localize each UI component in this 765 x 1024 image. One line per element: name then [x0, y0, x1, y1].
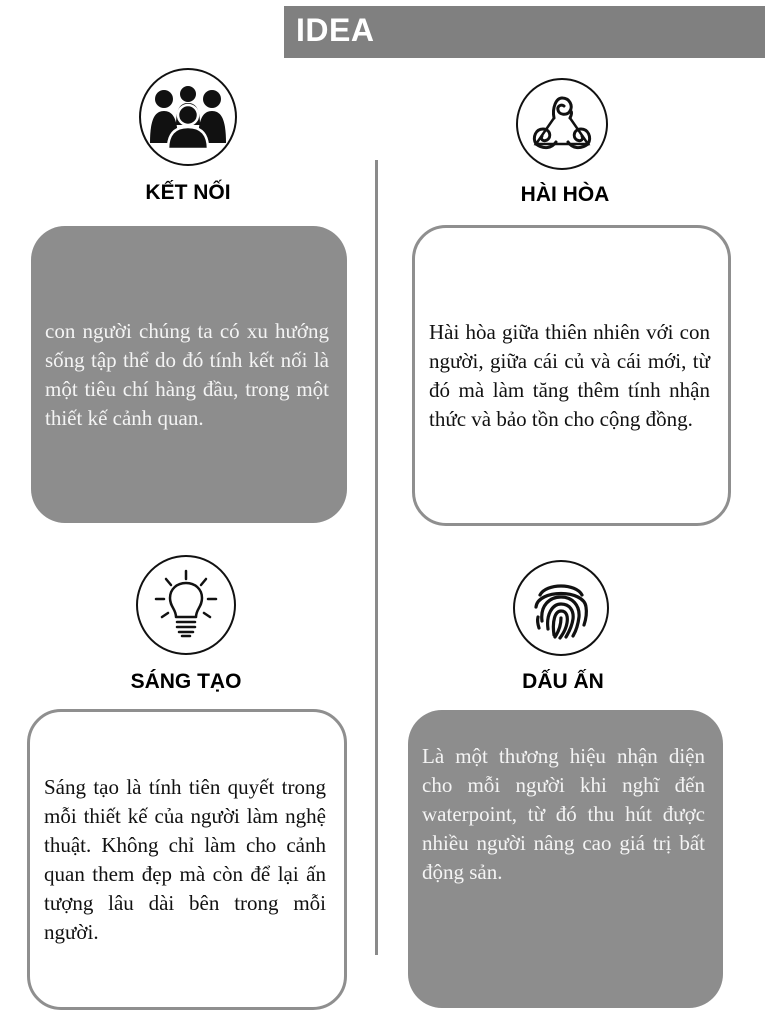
- card-text-ket-noi: con người chúng ta có xu hướng sống tập thể do đó tính kết nối là một tiêu chí hàng đầu, trong một thiết kế cảnh quan.: [45, 318, 329, 430]
- card-ket-noi: [31, 226, 347, 523]
- card-text-hai-hoa: Hài hòa giữa thiên nhiên với con người, giữa cái củ và cái mới, từ đó mà làm tăng thêm tính nhận thức và bảo tồn cho cộng đồng.: [429, 319, 710, 431]
- header-bar: [284, 6, 765, 58]
- section-title-ket-noi: KẾT NỐI: [145, 181, 231, 204]
- card-hai-hoa: [412, 225, 731, 526]
- section-title-hai-hoa: HÀI HÒA: [520, 183, 610, 206]
- fingerprint-icon: [513, 560, 609, 656]
- people-group-icon: [139, 68, 237, 166]
- triple-spiral-icon: [516, 78, 608, 170]
- section-title-dau-an: DẤU ẤN: [522, 670, 604, 693]
- card-dau-an: [408, 710, 723, 1008]
- card-text-dau-an: Là một thương hiệu nhận diện cho mỗi người khi nghĩ đến waterpoint, từ đó thu hút được nhiều người nâng cao giá trị bất động sản.: [422, 743, 705, 884]
- card-text-sang-tao: Sáng tạo là tính tiên quyết trong mỗi thiết kế của người làm nghệ thuật. Không chỉ làm cho cảnh quan them đẹp mà còn để lại ấn tượng lâu dài bên trong mỗi người.: [44, 774, 326, 944]
- section-title-sang-tao: SÁNG TẠO: [130, 670, 242, 693]
- center-divider: [375, 160, 378, 955]
- lightbulb-icon: [136, 555, 236, 655]
- page-title: IDEA: [296, 12, 375, 48]
- card-sang-tao: [27, 709, 347, 1010]
